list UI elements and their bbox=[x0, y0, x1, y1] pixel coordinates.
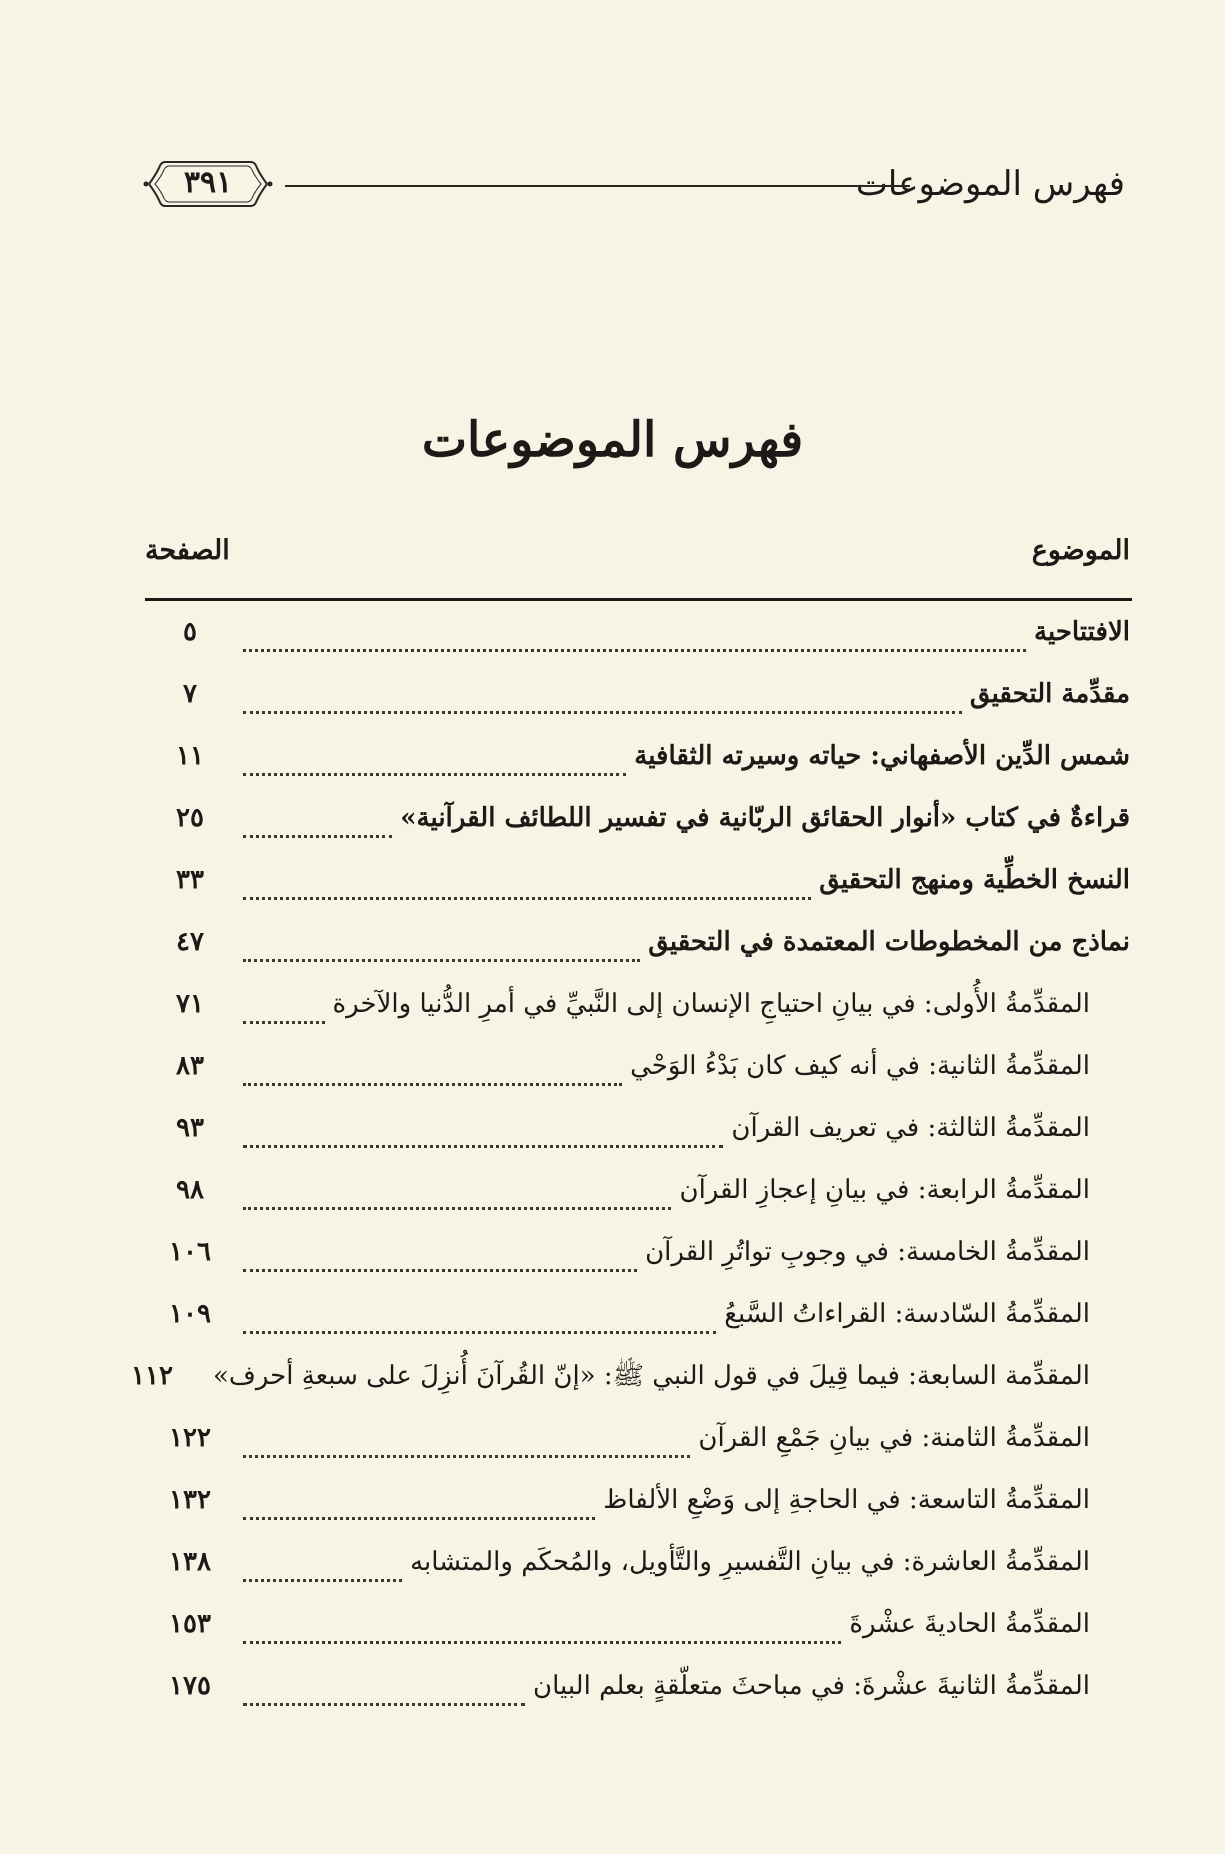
page-number-frame bbox=[143, 156, 273, 212]
toc-entry bbox=[145, 1538, 1130, 1600]
dot-leader bbox=[243, 1267, 637, 1272]
toc-entry-page: ١٣٨ bbox=[169, 1547, 211, 1577]
toc-entry-page: ٩٣ bbox=[176, 1113, 204, 1143]
dot-leader bbox=[243, 1143, 723, 1148]
page-column-header: الصفحة bbox=[145, 535, 230, 566]
running-header bbox=[135, 156, 1125, 216]
toc-entry bbox=[145, 856, 1130, 918]
page-number: ٣٩١ bbox=[183, 165, 233, 200]
toc-entry bbox=[145, 670, 1130, 732]
toc-entry-page: ١١٢ bbox=[131, 1361, 173, 1391]
dot-leader bbox=[243, 709, 962, 714]
table-of-contents bbox=[131, 608, 1130, 1724]
dot-leader bbox=[243, 1453, 690, 1458]
toc-entry-page: ٩٨ bbox=[176, 1175, 204, 1205]
toc-entry bbox=[145, 1042, 1130, 1104]
toc-entry-page: ٨٣ bbox=[176, 1051, 204, 1081]
toc-entry-page: ٢٥ bbox=[176, 803, 204, 833]
running-title: فهرس الموضوعات bbox=[855, 164, 1125, 204]
dot-leader bbox=[243, 1329, 716, 1334]
toc-entry-page: ١٣٢ bbox=[169, 1485, 211, 1515]
toc-entry-title: الافتتاحية bbox=[1034, 617, 1130, 647]
toc-entry-title: المقدِّمة السابعة: فيما قِيلَ في قول النبي ﷺ: «إنّ القُرآنَ أُنزِلَ على سبعةِ أحرف» bbox=[212, 1361, 1090, 1391]
toc-entry bbox=[145, 1228, 1130, 1290]
toc-entry bbox=[145, 608, 1130, 670]
toc-entry bbox=[145, 1290, 1130, 1352]
toc-entry-page: ١٠٩ bbox=[169, 1299, 211, 1329]
dot-leader bbox=[243, 833, 392, 838]
toc-entry-title: المقدِّمةُ الثانية: في أنه كيف كان بَدْءُ الوَحْي bbox=[630, 1051, 1090, 1081]
toc-entry-title: شمس الدِّين الأصفهاني: حياته وسيرته الثقافية bbox=[634, 741, 1130, 771]
toc-entry-title: المقدِّمةُ الأُولى: في بيانِ احتياجِ الإنسان إلى النَّبيِّ في أمرِ الدُّنيا والآخرة bbox=[332, 989, 1090, 1019]
header-divider bbox=[145, 598, 1132, 601]
dot-leader bbox=[243, 1701, 525, 1706]
toc-entry-title: المقدِّمةُ الرابعة: في بيانِ إعجازِ القرآن bbox=[679, 1175, 1090, 1205]
toc-entry-page: ٥ bbox=[183, 617, 197, 647]
dot-leader bbox=[243, 1081, 622, 1086]
dot-leader bbox=[243, 1639, 841, 1644]
toc-entry-title: المقدِّمةُ التاسعة: في الحاجةِ إلى وَضْعِ الألفاظ bbox=[603, 1485, 1090, 1515]
toc-entry-page: ٤٧ bbox=[176, 927, 204, 957]
header-rule bbox=[285, 185, 910, 187]
toc-entry-page: ١٢٢ bbox=[169, 1423, 211, 1453]
toc-entry-title: المقدِّمةُ السّادسة: القراءاتُ السَّبعُ bbox=[724, 1299, 1090, 1329]
toc-entry-page: ٧١ bbox=[176, 989, 204, 1019]
toc-entry-title: المقدِّمةُ الحاديةَ عشْرةَ bbox=[849, 1609, 1090, 1639]
toc-entry-title: المقدِّمةُ الخامسة: في وجوبِ تواتُرِ القرآن bbox=[645, 1237, 1090, 1267]
toc-entry-page: ١٠٦ bbox=[169, 1237, 211, 1267]
column-headers bbox=[145, 535, 1130, 579]
toc-entry-page: ١٥٣ bbox=[169, 1609, 211, 1639]
toc-entry-page: ٣٣ bbox=[176, 865, 204, 895]
toc-entry-title: المقدِّمةُ الثامنة: في بيانِ جَمْعِ القرآن bbox=[698, 1423, 1090, 1453]
toc-entry-title: نماذج من المخطوطات المعتمدة في التحقيق bbox=[648, 927, 1130, 957]
toc-entry bbox=[145, 732, 1130, 794]
toc-entry-title: المقدِّمةُ العاشرة: في بيانِ التَّفسيرِ والتَّأويل، والمُحكَم والمتشابه bbox=[410, 1547, 1090, 1577]
toc-entry bbox=[145, 1414, 1130, 1476]
toc-entry-title: النسخ الخطِّية ومنهج التحقيق bbox=[819, 865, 1130, 895]
toc-entry-title: المقدِّمةُ الثالثة: في تعريف القرآن bbox=[731, 1113, 1090, 1143]
toc-entry bbox=[145, 1600, 1130, 1662]
dot-leader bbox=[243, 1205, 671, 1210]
dot-leader bbox=[243, 771, 626, 776]
toc-entry-page: ٧ bbox=[183, 679, 197, 709]
toc-entry bbox=[145, 1104, 1130, 1166]
page-title: فهرس الموضوعات bbox=[421, 412, 804, 468]
dot-leader bbox=[243, 647, 1026, 652]
toc-entry-title: المقدِّمةُ الثانيةَ عشْرةَ: في مباحثَ متعلّقةٍ بعلم البيان bbox=[532, 1671, 1090, 1701]
toc-entry-title: قراءةٌ في كتاب «أنوار الحقائق الربّانية في تفسير اللطائف القرآنية» bbox=[400, 803, 1130, 833]
dot-leader bbox=[243, 895, 811, 900]
toc-entry-page: ١١ bbox=[176, 741, 204, 771]
toc-entry bbox=[145, 794, 1130, 856]
toc-entry bbox=[145, 918, 1130, 980]
dot-leader bbox=[243, 1019, 325, 1024]
toc-entry bbox=[145, 980, 1130, 1042]
dot-leader bbox=[243, 957, 640, 962]
dot-leader bbox=[243, 1577, 402, 1582]
toc-entry bbox=[145, 1662, 1130, 1724]
topic-column-header: الموضوع bbox=[1031, 535, 1130, 566]
toc-entry bbox=[131, 1352, 1130, 1414]
toc-entry-page: ١٧٥ bbox=[169, 1671, 211, 1701]
toc-entry bbox=[145, 1476, 1130, 1538]
toc-entry-title: مقدِّمة التحقيق bbox=[969, 679, 1130, 709]
toc-entry bbox=[145, 1166, 1130, 1228]
dot-leader bbox=[243, 1515, 595, 1520]
